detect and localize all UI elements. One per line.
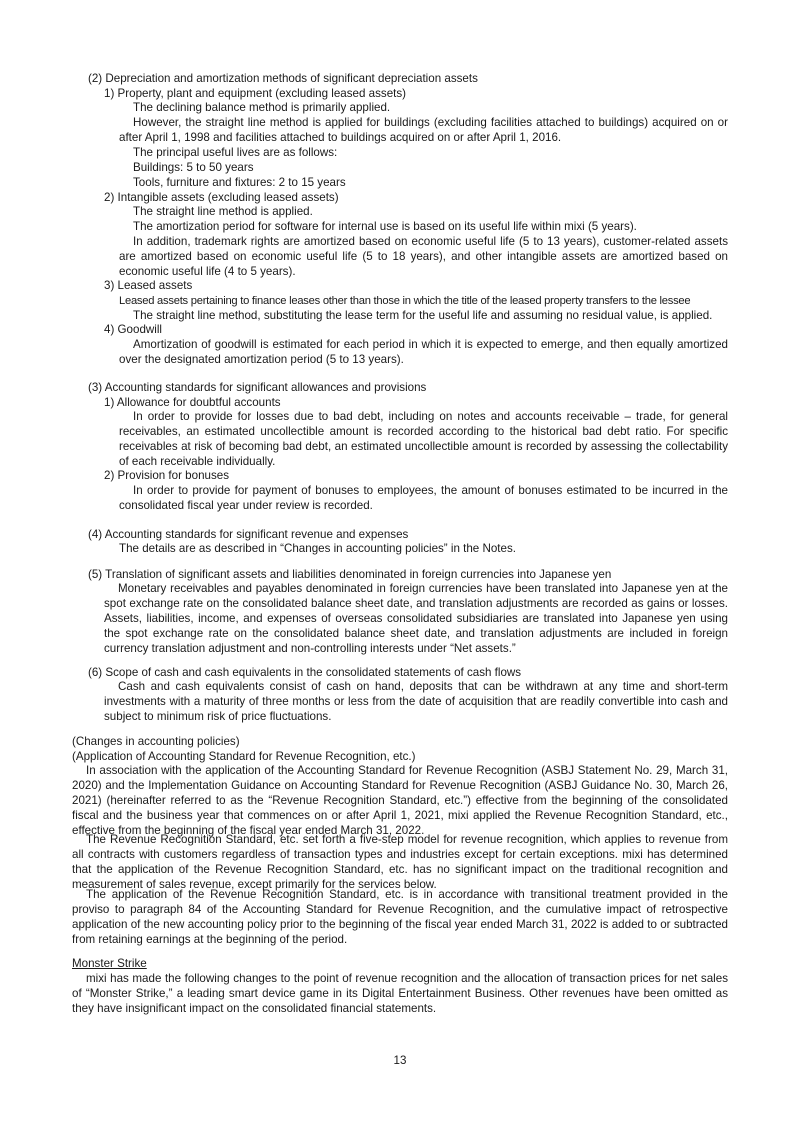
item-2-1-text-3: The principal useful lives are as follows:: [133, 146, 338, 159]
item-2-3-text-2: The straight line method, substituting the lease term for the useful life and assuming no residual value, is applied.: [133, 309, 713, 322]
section-3-heading: (3) Accounting standards for significant allowances and provisions: [88, 381, 427, 394]
changes-text-2: The Revenue Recognition Standard, etc. set forth a five-step model for revenue recognition, which applies to revenue from all contracts with customers regardless of transaction types and industries except for certain exceptions. mixi has determined that the application of the Revenue Recognition Standard, etc. has no significant impact on the traditional recognition and measurement of sales revenue, except primarily for the services below.: [72, 833, 728, 891]
item-2-4-heading: 4) Goodwill: [104, 323, 162, 336]
item-2-2-text-1: The straight line method is applied.: [133, 205, 313, 218]
changes-subheading: (Application of Accounting Standard for Revenue Recognition, etc.): [72, 750, 416, 763]
item-3-2-heading: 2) Provision for bonuses: [104, 469, 230, 482]
item-2-3-text-1: Leased assets pertaining to finance leases other than those in which the title of the leased property transfers to the lessee: [119, 295, 691, 307]
item-2-1-text-2: However, the straight line method is applied for buildings (excluding facilities attached to buildings) acquired on or after April 1, 1998 and facilities attached to buildings acquired on or after April 1, 2016.: [119, 116, 728, 144]
monster-strike-text: mixi has made the following changes to the point of revenue recognition and the allocation of transaction prices for net sales of “Monster Strike,” a leading smart device game in its Digital Entertainment Business. Other revenues have been omitted as they have insignificant impact on the consolidated financial statements.: [72, 972, 728, 1015]
item-2-2-text-3: In addition, trademark rights are amortized based on economic useful life (5 to 13 years), customer-related assets are amortized based on economic useful life (5 to 18 years), and other intangible assets are amortized based on economic useful life (4 to 5 years).: [119, 235, 728, 278]
item-2-1-heading: 1) Property, plant and equipment (excluding leased assets): [104, 87, 407, 100]
item-3-1-heading: 1) Allowance for doubtful accounts: [104, 396, 281, 409]
section-4-text: The details are as described in “Changes in accounting policies” in the Notes.: [119, 542, 516, 555]
item-2-2-heading: 2) Intangible assets (excluding leased assets): [104, 191, 339, 204]
item-3-1-text-1: In order to provide for losses due to bad debt, including on notes and accounts receivable – trade, for general receivables, an estimated uncollectible amount is recorded according to the historical bad debt ratio. For specific receivables at risk of becoming bad debt, an estimated uncollectible amount is recorded by assessing the collectability of each receivable individually.: [119, 410, 728, 468]
item-2-4-text-1: Amortization of goodwill is estimated for each period in which it is expected to emerge, and then equally amortized over the designated amortization period (5 to 13 years).: [119, 338, 728, 366]
monster-strike-heading: Monster Strike: [72, 957, 147, 970]
item-2-2-text-2: The amortization period for software for internal use is based on its useful life within mixi (5 years).: [133, 220, 637, 233]
item-3-2-text-1: In order to provide for payment of bonuses to employees, the amount of bonuses estimated to be incurred in the consolidated fiscal year under review is recorded.: [119, 484, 728, 512]
changes-text-3: The application of the Revenue Recognition Standard, etc. is in accordance with transitional treatment provided in the proviso to paragraph 84 of the Accounting Standard for Revenue Recognition, and the cumulative impact of retrospective application of the new accounting policy prior to the beginning of the fiscal year ended March 31, 2022 is added to or subtracted from retaining earnings at the beginning of the period.: [72, 888, 728, 946]
section-5-text: Monetary receivables and payables denominated in foreign currencies have been translated into Japanese yen at the spot exchange rate on the consolidated balance sheet date, and translation adjustments are recorded as gains or losses. Assets, liabilities, income, and expenses of overseas consolidated subsidiaries are translated into Japanese yen using the spot exchange rate on the consolidated balance sheet date, and translation adjustments are included in foreign currency translation adjustment and non-controlling interests under “Net assets.”: [104, 582, 728, 655]
item-2-3-heading: 3) Leased assets: [104, 279, 193, 292]
section-4-heading: (4) Accounting standards for significant revenue and expenses: [88, 528, 409, 541]
changes-text-1: In association with the application of the Accounting Standard for Revenue Recognition (ASBJ Statement No. 29, March 31, 2020) and the Implementation Guidance on Accounting Standard for Revenue Recognition (ASBJ Guidance No. 30, March 26, 2021) (hereinafter referred to as the “Revenue Recognition Standard, etc.”) effective from the beginning of the consolidated fiscal and the business year that commences on or after April 1, 2021, mixi applied the Revenue Recognition Standard, etc., effective from the beginning of the fiscal year ended March 31, 2022.: [72, 764, 728, 837]
item-2-1-text-5: Tools, furniture and fixtures: 2 to 15 years: [133, 176, 346, 189]
item-2-1-text-1: The declining balance method is primarily applied.: [133, 101, 391, 114]
page-number: 13: [393, 1054, 407, 1067]
section-6-text: Cash and cash equivalents consist of cash on hand, deposits that can be withdrawn at any time and short-term investments with a maturity of three months or less from the date of acquisition that are readily convertible into cash and subject to minimum risk of price fluctuations.: [104, 680, 728, 723]
section-5-heading: (5) Translation of significant assets and liabilities denominated in foreign currencies into Japanese yen: [88, 568, 612, 581]
item-2-1-text-4: Buildings: 5 to 50 years: [133, 161, 254, 174]
section-6-heading: (6) Scope of cash and cash equivalents in the consolidated statements of cash flows: [88, 666, 522, 679]
changes-heading: (Changes in accounting policies): [72, 735, 240, 748]
section-2-heading: (2) Depreciation and amortization methods of significant depreciation assets: [88, 72, 478, 85]
